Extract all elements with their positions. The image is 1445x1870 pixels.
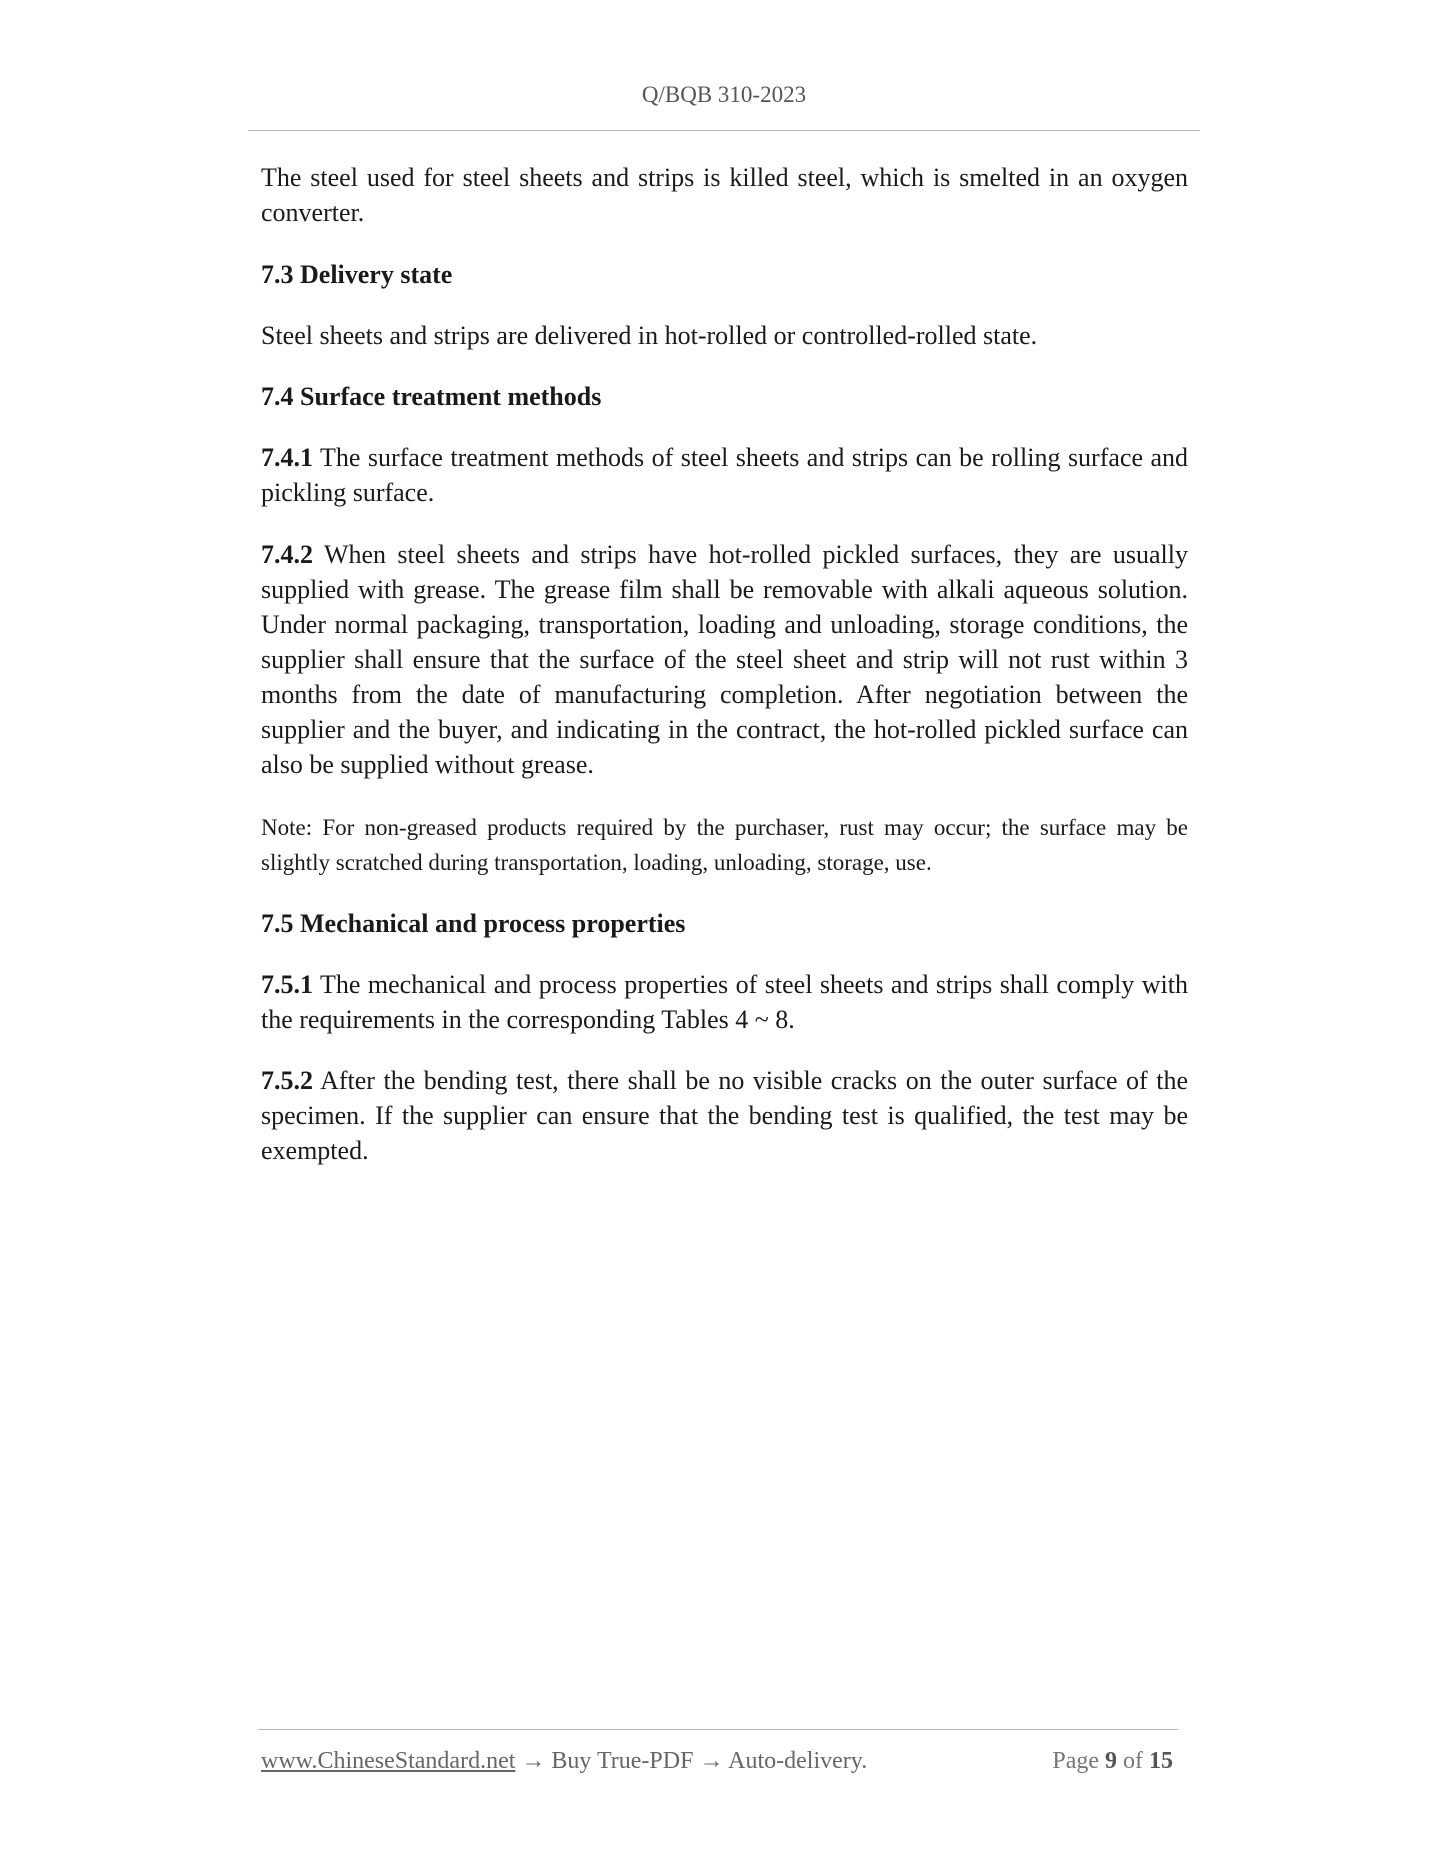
clause-number: 7.4.1 — [261, 443, 313, 472]
buy-true-pdf-text: Buy True-PDF — [551, 1748, 694, 1774]
clause-text: When steel sheets and strips have hot-rolled pickled surfaces, they are usually supplied with grease. The grease film shall be removable with alkali aqueous solution. Under normal packaging, transportation, loading and unloading, storage conditions, the supplier shall ensure that the surface of the steel sheet and strip will not rust within 3 months from the date of manufacturing completion. After negotiation between the supplier and the buyer, and indicating in the contract, the hot-rolled pickled surface can also be supplied without grease. — [261, 540, 1188, 779]
clause-7-5-2 — [261, 1063, 1188, 1168]
page-body — [261, 160, 1188, 1168]
clause-number: 7.5.1 — [261, 970, 313, 999]
section-7-5-heading: 7.5 Mechanical and process properties — [261, 909, 686, 938]
section-7-3-paragraph: Steel sheets and strips are delivered in hot-rolled or controlled-rolled state. — [261, 321, 1038, 350]
page-number — [1052, 1748, 1173, 1775]
footer-divider — [258, 1729, 1178, 1730]
arrow-right-icon: → — [521, 1748, 546, 1774]
clause-7-4-2 — [261, 537, 1188, 782]
clause-text: The mechanical and process properties of steel sheets and strips shall comply with the requirements in the corresponding Tables 4 ~ 8. — [261, 970, 1188, 1034]
page-label: Page — [1052, 1748, 1099, 1774]
footer-promo — [261, 1748, 867, 1775]
clause-text: After the bending test, there shall be no visible cracks on the outer surface of the specimen. If the supplier can ensure that the bending test is qualified, the test may be exempted. — [261, 1066, 1188, 1165]
arrow-right-icon: → — [699, 1748, 724, 1774]
note-paragraph: Note: For non-greased products required by the purchaser, rust may occur; the surface may be slightly scratched during transportation, loading, unloading, storage, use. — [261, 815, 1188, 875]
section-7-3-heading: 7.3 Delivery state — [261, 260, 453, 289]
clause-number: 7.5.2 — [261, 1066, 313, 1095]
site-link[interactable]: www.ChineseStandard.net — [261, 1748, 516, 1774]
of-label: of — [1123, 1748, 1143, 1774]
section-7-4-heading: 7.4 Surface treatment methods — [261, 382, 602, 411]
auto-delivery-text: Auto-delivery. — [728, 1748, 868, 1774]
total-pages: 15 — [1149, 1748, 1173, 1774]
clause-7-4-1 — [261, 440, 1188, 510]
clause-number: 7.4.2 — [261, 540, 313, 569]
clause-7-5-1 — [261, 967, 1188, 1037]
header-divider — [248, 130, 1200, 131]
current-page: 9 — [1105, 1748, 1117, 1774]
intro-paragraph: The steel used for steel sheets and strips is killed steel, which is smelted in an oxygen converter. — [261, 163, 1188, 227]
clause-text: The surface treatment methods of steel sheets and strips can be rolling surface and pickling surface. — [261, 443, 1188, 507]
document-id-header: Q/BQB 310-2023 — [641, 82, 807, 107]
